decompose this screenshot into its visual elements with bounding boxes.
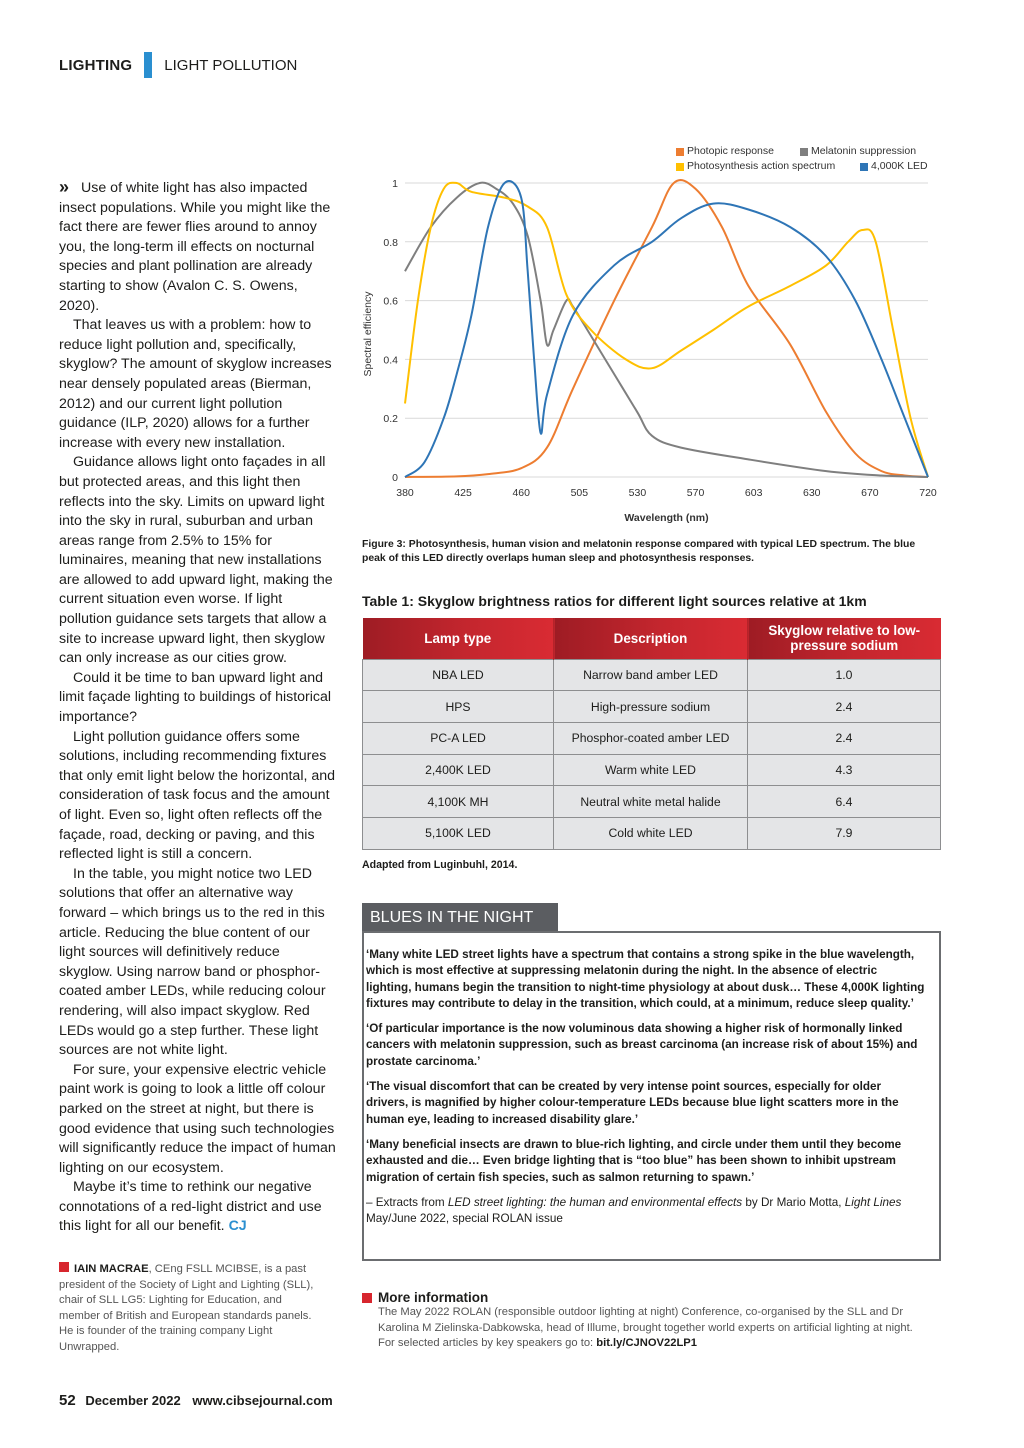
table-cell: 7.9 — [748, 817, 941, 849]
x-tick-label: 380 — [396, 487, 414, 499]
legend-label: 4,000K LED — [871, 160, 928, 172]
boxout-quote: ‘Of particular importance is the now voluminous data showing a higher risk of hormonally linked cancers with melatonin suppression, such as breast carcinoma (an increase risk of about 15%) and prostate carcinoma.’ — [366, 1022, 918, 1068]
series-line-photosynthesis-action-spectrum — [405, 183, 928, 477]
section-header — [59, 52, 297, 78]
x-tick-label: 505 — [570, 487, 589, 499]
y-tick-label: 0.8 — [383, 236, 398, 249]
paragraph: In the table, you might notice two LED solutions that offer an alternative way forward – which brings us to the red in this article. Reducing the blue content of our light sources will definitively reduce skyglow. Using narrow band or phosphor-coated amber LEDs, while reducing colour rendering, will also impact skyglow. Red LEDs would go a step further. These light sources are not white light. — [59, 865, 326, 1059]
page-number: 52 — [59, 1392, 76, 1409]
header-divider — [144, 52, 152, 78]
website[interactable]: www.cibsejournal.com — [192, 1393, 333, 1408]
paragraph: Could it be time to ban upward light and limit façade lighting to buildings of historical importance? — [59, 669, 332, 726]
signoff: CJ — [228, 1218, 247, 1235]
skyglow-table — [362, 618, 941, 850]
table-cell: Cold white LED — [554, 817, 748, 849]
legend-label: Photopic response — [687, 145, 774, 157]
x-axis-label: Wavelength (nm) — [624, 512, 709, 524]
legend-label: Melatonin suppression — [811, 145, 917, 157]
x-tick-label: 603 — [744, 487, 763, 499]
paragraph: That leaves us with a problem: how to reduce light pollution and, specifically, skyglow? The amount of skyglow increases near densely populated areas (Bierman, 2012) and our current light pollution guidance (ILP, 2020) allows for a further increase with every new installation. — [59, 317, 332, 451]
chevron-icon: » — [59, 177, 70, 197]
author-name: IAIN MACRAE — [74, 1263, 149, 1275]
table-title: Table 1: Skyglow brightness ratios for different light sources relative at 1km — [362, 593, 867, 609]
series-line-melatonin-suppression — [405, 183, 928, 477]
y-tick-label: 0.6 — [383, 295, 398, 308]
issue-date: December 2022 — [85, 1393, 181, 1408]
legend-swatch — [676, 148, 684, 156]
x-tick-label: 630 — [803, 487, 821, 499]
y-tick-label: 0.4 — [383, 354, 398, 367]
square-bullet-icon — [59, 1262, 69, 1272]
table-note: Adapted from Luginbuhl, 2014. — [362, 859, 518, 871]
table-cell: NBA LED — [363, 659, 554, 691]
subsection-label: LIGHT POLLUTION — [164, 56, 298, 74]
boxout-quote: ‘The visual discomfort that can be created by very intense point sources, especially for older drivers, is magnified by higher colour-temperature LEDs because blue light scatters more in the human eye, leading to increased disability glare.’ — [366, 1080, 899, 1126]
table-cell: 2.4 — [748, 722, 941, 754]
table-cell: 2.4 — [748, 691, 941, 723]
table-cell: HPS — [363, 691, 554, 723]
boxout-title: BLUES IN THE NIGHT — [362, 903, 558, 932]
y-tick-label: 0.2 — [383, 413, 398, 426]
table-row — [363, 786, 941, 818]
table-cell: 5,100K LED — [363, 817, 554, 849]
table-cell: 2,400K LED — [363, 754, 554, 786]
y-tick-label: 1 — [392, 178, 398, 190]
boxout-quote: ‘Many beneficial insects are drawn to blue-rich lighting, and circle under them until they become exhausted and die… Even bridge lighting that is “too blue” has been shown to inhibit upstream migration of certain fish species, such as salmon returning to spawn.’ — [366, 1137, 902, 1184]
table-row — [363, 691, 941, 723]
figure-caption: Figure 3: Photosynthesis, human vision and melatonin response compared with typical LED spectrum. The blue peak of this LED directly overlaps human sleep and photosynthesis responses. — [362, 539, 916, 564]
boxout — [362, 931, 941, 1261]
more-info-link[interactable]: bit.ly/CJNOV22LP1 — [596, 1337, 697, 1350]
column-header: Description — [554, 618, 748, 659]
table-cell: 4.3 — [748, 754, 941, 786]
boxout-source: – Extracts from LED street lighting: the human and environmental effects by Dr Mario Motta, Light Lines May/June 2022, special ROLAN issue — [366, 1195, 902, 1226]
table-cell: Neutral white metal halide — [554, 786, 748, 818]
paragraph: Guidance allows light onto façades in all but protected areas, and this light then reflects into the sky. Limits on upward light into the sky in rural, suburban and urban areas range from 2.5% to 15% for luminaires, meaning that new installations are allowed to add upward light, making the current situation even worse. If light pollution guidance sets targets that allow a site to increase upward light, then skyglow can only increase as our cities grow. — [59, 454, 333, 667]
column-header: Lamp type — [363, 618, 554, 659]
table-cell: PC-A LED — [363, 722, 554, 754]
paragraph: Light pollution guidance offers some solutions, including recommending fixtures that only emit light below the horizontal, and consideration of task focus and the amount of light. Even so, light often reflects off the façade, road, decking or paving, and this reflected light is still a concern. — [59, 728, 336, 863]
table-cell: 6.4 — [748, 786, 941, 818]
author-bio — [59, 1262, 317, 1356]
square-bullet-icon — [362, 1293, 372, 1303]
table-cell: 1.0 — [748, 659, 941, 691]
table-cell: Narrow band amber LED — [554, 659, 748, 691]
table-header-row — [363, 618, 941, 659]
paragraph: » Use of white light has also impacted insect populations. While you might like the fact there are fewer flies around to annoy you, the long-term ill effects on nocturnal species and plant pollination are already starting to show (Avalon C. S. Owens, 2020). — [59, 177, 331, 314]
article-body — [59, 178, 337, 1237]
x-tick-label: 570 — [686, 487, 705, 499]
table-cell: High-pressure sodium — [554, 691, 748, 723]
column-header: Skyglow relative to low-pressure sodium — [748, 618, 941, 659]
table-cell: Warm white LED — [554, 754, 748, 786]
paragraph: Maybe it’s time to rethink our negative connotations of a red-light district and use this light for all our benefit. CJ — [59, 1179, 322, 1235]
table-row — [363, 817, 941, 849]
boxout-quote: ‘Many white LED street lights have a spectrum that contains a strong spike in the blue wavelength, which is most effective at suppressing melatonin during the night. In the absence of electric lighting, humans begin the transition to night-time physiology at about dusk… These 4,000K lighting fixtures may contribute to delay in the transition, which could, at a minimum, reduce sleep quality.’ — [366, 948, 925, 1010]
series-line-photopic-response — [405, 180, 928, 477]
x-tick-label: 670 — [861, 487, 879, 499]
y-axis-label: Spectral efficiency — [362, 291, 374, 377]
x-tick-label: 530 — [628, 487, 647, 499]
table-cell: Phosphor-coated amber LED — [554, 722, 748, 754]
more-info-title: More information — [378, 1290, 489, 1305]
table-row — [363, 722, 941, 754]
y-tick-label: 0 — [392, 472, 398, 484]
x-tick-label: 460 — [512, 487, 530, 499]
page-footer — [59, 1392, 333, 1409]
spectral-chart — [358, 170, 948, 530]
x-tick-label: 720 — [919, 487, 937, 499]
table-cell: 4,100K MH — [363, 786, 554, 818]
more-info-text: The May 2022 ROLAN (responsible outdoor lighting at night) Conference, co-organised by the SLL and Dr Karolina M Zielinska-Dabkowska, head of Illume, brought together world experts on artificial lighting at night. For selected articles by key speakers go to: bit.ly/CJNOV22LP1 — [378, 1306, 913, 1350]
x-tick-label: 425 — [454, 487, 472, 499]
table-row — [363, 754, 941, 786]
paragraph: For sure, your expensive electric vehicle paint work is going to look a little off colour parked on the street at night, but there is good evidence that using such technologies will significantly reduce the impact of human lighting on our ecosystem. — [59, 1061, 336, 1176]
legend-label: Photosynthesis action spectrum — [687, 160, 836, 172]
author-bio-text: , CEng FSLL MCIBSE, is a past president of the Society of Light and Lighting (SLL), chair of SLL LG5: Lighting for Education, and member of British and European standards panels. He is founder of the training company Light Unwrapped. — [59, 1263, 314, 1353]
series-line-4-000k-led — [405, 181, 928, 477]
section-label: LIGHTING — [59, 56, 133, 74]
more-information — [362, 1290, 922, 1352]
legend-swatch — [800, 148, 808, 156]
table-row — [363, 659, 941, 691]
